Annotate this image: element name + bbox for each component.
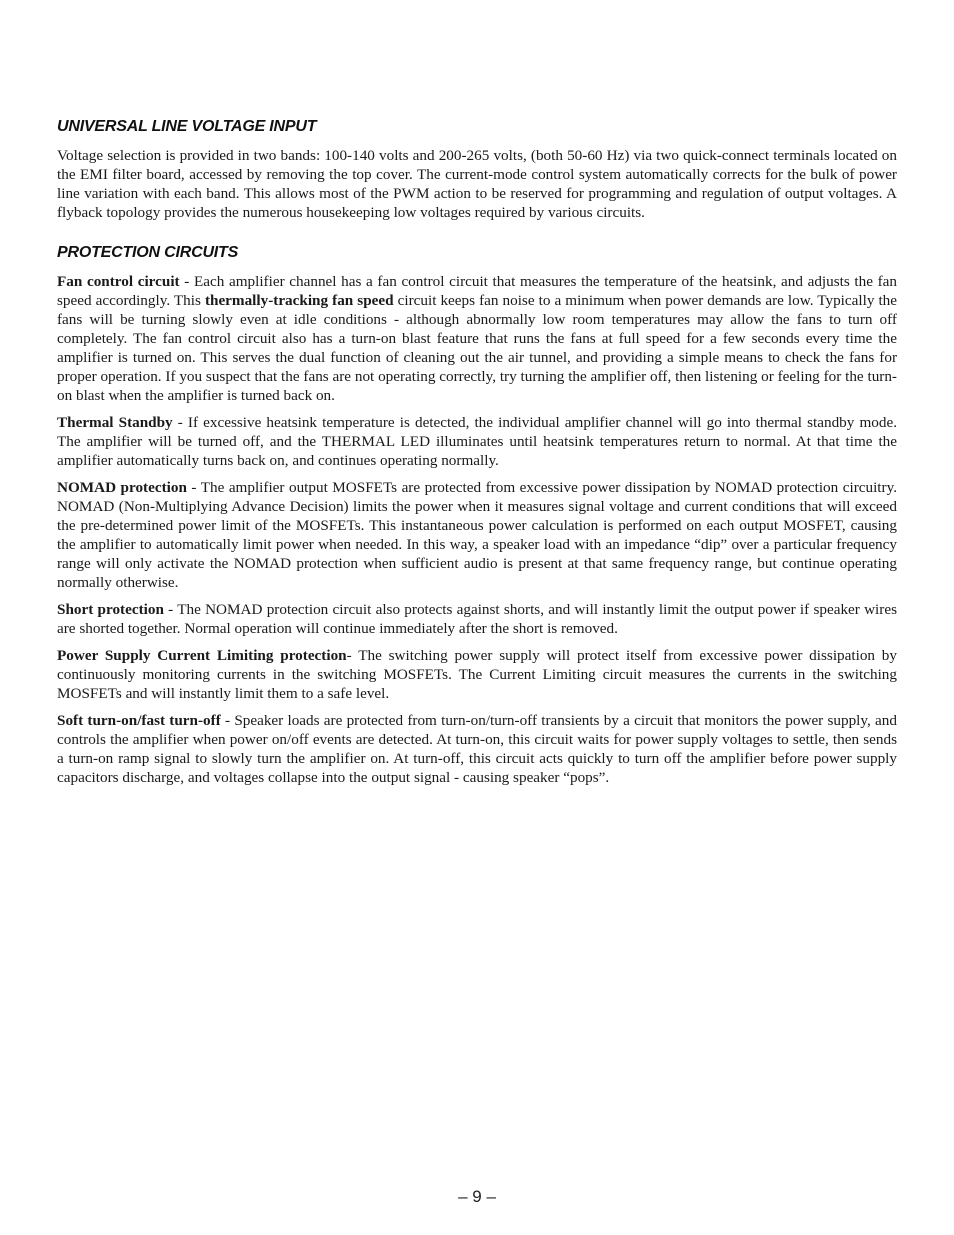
- section-heading-universal-line-voltage: UNIVERSAL LINE VOLTAGE INPUT: [57, 118, 317, 135]
- term-fan-control-circuit: Fan control circuit: [57, 273, 180, 290]
- paragraph-soft-turn-on: [57, 711, 897, 787]
- term-nomad-protection: NOMAD protection: [57, 479, 187, 496]
- term-thermally-tracking-fan-speed: thermally-tracking fan speed: [204, 292, 394, 309]
- thermal-standby-text: - If excessive heatsink temperature is detected, the individual amplifier channel will go into thermal standby mode. The amplifier will be turned off, and the THERMAL LED illuminates until heatsink temperatures return to normal. At that time the amplifier automatically turns back on, and continues operating normally.: [57, 414, 897, 469]
- term-psu-current-limiting: Power Supply Current Limiting protection: [57, 647, 347, 664]
- paragraph-fan-control: [57, 272, 897, 405]
- term-short-protection: Short protection: [57, 601, 164, 618]
- section-heading-protection-circuits: PROTECTION CIRCUITS: [57, 244, 239, 261]
- nomad-protection-text: - The amplifier output MOSFETs are protected from excessive power dissipation by NOMAD protection circuitry. NOMAD (Non-Multiplying Advance Decision) limits the power when it measures signal voltage and current conditions that will exceed the pre-determined power limit of the MOSFETs. This instantaneous power calculation is performed on each output MOSFET, causing the amplifier to automatically limit power when needed. In this way, a speaker load with an impedance “dip” over a particular frequency range will only activate the NOMAD protection when sufficient audio is present at that same frequency range, but continue operating normally otherwise.: [57, 479, 897, 591]
- paragraph-short-protection: [57, 600, 897, 638]
- short-protection-text: - The NOMAD protection circuit also protects against shorts, and will instantly limit the output power if speaker wires are shorted together. Normal operation will continue immediately after the short is removed.: [57, 601, 897, 637]
- paragraph-psu-current-limiting: [57, 646, 897, 703]
- paragraph-universal-line-voltage: Voltage selection is provided in two bands: 100-140 volts and 200-265 volts, (both 50-60 Hz) via two quick-connect terminals located on the EMI filter board, accessed by removing the top cover. The current-mode control system automatically corrects for the bulk of power line variation with each band. This allows most of the PWM action to be reserved for programming and regulation of output voltages. A flyback topology provides the numerous housekeeping low voltages required by various circuits.: [57, 147, 897, 221]
- fan-control-text-1: - Each amplifier channel has a fan control circuit that measures the temperature of the heatsink, and adjusts the fan speed accordingly. This: [57, 273, 897, 309]
- psu-current-limiting-text: - The switching power supply will protect itself from excessive power dissipation by continuously monitoring currents in the switching MOSFETs. The Current Limiting circuit measures the currents in the switching MOSFETs and will instantly limit them to a safe level.: [57, 647, 897, 702]
- page-number: – 9 –: [458, 1187, 496, 1206]
- document-page: [57, 118, 897, 795]
- paragraph-nomad-protection: [57, 478, 897, 592]
- soft-turn-on-text: - Speaker loads are protected from turn-on/turn-off transients by a circuit that monitors the power supply, and controls the amplifier when power on/off events are detected. At turn-on, this circuit waits for power supply voltages to settle, then sends a turn-on ramp signal to slowly turn the amplifier on. At turn-off, this circuit acts quickly to turn off the amplifier before power supply capacitors discharge, and voltages collapse into the output signal - causing speaker “pops”.: [57, 712, 897, 786]
- fan-control-text-2: circuit keeps fan noise to a minimum when power demands are low. Typically the fans will be turning slowly even at idle conditions - although abnormally low room temperatures may allow the fans to turn off completely. The fan control circuit also has a turn-on blast feature that runs the fans at full speed for a few seconds every time the amplifier is turned on. This serves the dual function of cleaning out the air tunnel, and providing a simple means to check the fans for proper operation. If you suspect that the fans are not operating correctly, try turning the amplifier off, then listening or feeling for the turn-on blast when the amplifier is turned back on.: [57, 292, 898, 404]
- paragraph-thermal-standby: [57, 413, 897, 470]
- term-soft-turn-on-fast-turn-off: Soft turn-on/fast turn-off: [57, 712, 221, 729]
- term-thermal-standby: Thermal Standby: [57, 414, 173, 431]
